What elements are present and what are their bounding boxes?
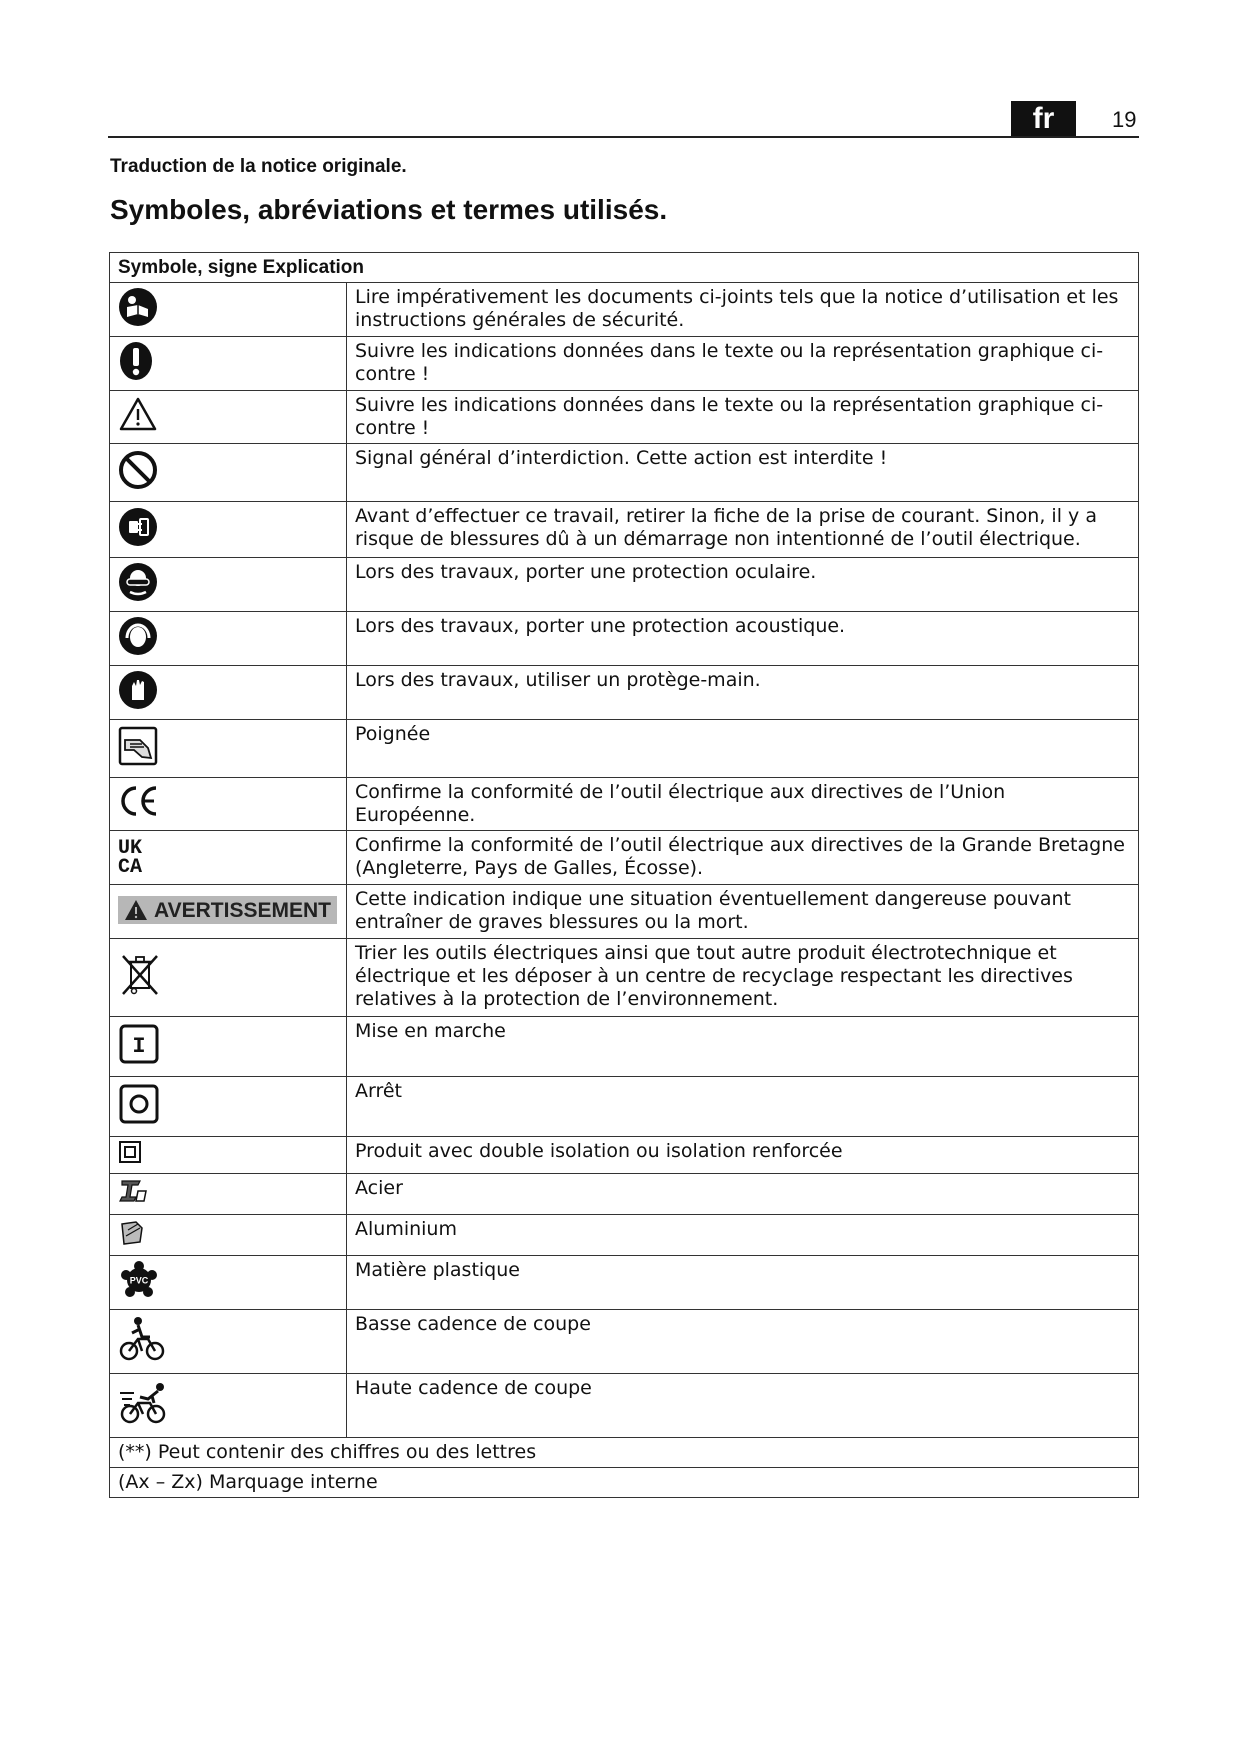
symbol-cell: [110, 1256, 347, 1310]
high-speed-icon: [118, 1381, 172, 1431]
language-badge: fr: [1011, 101, 1076, 137]
exclamation-icon: [118, 341, 154, 387]
table-row: [110, 1017, 1139, 1077]
ce-mark-icon: [118, 784, 162, 824]
table-row: [110, 1137, 1139, 1174]
explanation-cell: Lors des travaux, porter une protection oculaire.: [347, 558, 1139, 612]
table-row: [110, 337, 1139, 391]
table-row: [110, 1174, 1139, 1215]
explanation-cell: Arrêt: [347, 1077, 1139, 1137]
document-subtitle: Traduction de la notice originale.: [110, 156, 407, 177]
symbol-cell: [110, 612, 347, 666]
symbol-cell: [110, 778, 347, 831]
table-row: [110, 558, 1139, 612]
symbol-cell: [110, 1215, 347, 1256]
warning-triangle-icon: [124, 899, 148, 921]
explanation-cell: Lors des travaux, utiliser un protège-main.: [347, 666, 1139, 720]
explanation-cell: Lire impérativement les documents ci-joints tels que la notice d’utilisation et les instructions générales de sécurité.: [347, 283, 1139, 337]
power-on-label: I: [132, 1033, 146, 1059]
symbol-cell: [110, 1310, 347, 1374]
symbol-cell: [110, 1374, 347, 1438]
symbol-cell: [110, 1077, 347, 1137]
power-on-icon: [118, 1023, 160, 1071]
prohibition-icon: [118, 450, 158, 496]
explanation-cell: Aluminium: [347, 1215, 1139, 1256]
power-off-icon: [118, 1083, 160, 1131]
symbol-cell: [110, 1017, 347, 1077]
table-row: [110, 391, 1139, 444]
footnote: (**) Peut contenir des chiffres ou des lettres: [110, 1438, 1139, 1468]
table-row: [110, 1077, 1139, 1137]
explanation-cell: Suivre les indications données dans le texte ou la représentation graphique ci-contre !: [347, 337, 1139, 391]
symbol-cell: [110, 444, 347, 502]
read-manual-icon: [118, 287, 158, 333]
explanation-cell: Suivre les indications données dans le texte ou la représentation graphique ci-contre !: [347, 391, 1139, 444]
explanation-cell: Signal général d’interdiction. Cette action est interdite !: [347, 444, 1139, 502]
symbol-cell: [110, 939, 347, 1017]
symbol-cell: [110, 558, 347, 612]
symbol-cell: [110, 720, 347, 778]
symbol-cell: [110, 1174, 347, 1215]
warning-badge-label: AVERTISSEMENT: [154, 898, 331, 922]
footnote: (Ax – Zx) Marquage interne: [110, 1468, 1139, 1498]
symbol-cell: [110, 885, 347, 939]
ukca-mark-icon: [118, 836, 143, 879]
explanation-cell: Produit avec double isolation ou isolation renforcée: [347, 1137, 1139, 1174]
table-row: [110, 283, 1139, 337]
table-row: [110, 444, 1139, 502]
symbols-table: [109, 252, 1139, 1498]
plastic-pvc-icon: [118, 1260, 160, 1306]
explanation-cell: Cette indication indique une situation éventuellement dangereuse pouvant entraîner de graves blessures ou la mort.: [347, 885, 1139, 939]
ukca-text-ca: CA: [118, 855, 143, 879]
aluminium-icon: [118, 1218, 148, 1252]
table-row: [110, 612, 1139, 666]
symbol-cell: [110, 283, 347, 337]
explanation-cell: Confirme la conformité de l’outil électrique aux directives de l’Union Européenne.: [347, 778, 1139, 831]
symbol-cell: [110, 502, 347, 558]
table-row: [110, 1374, 1139, 1438]
low-speed-icon: [118, 1315, 166, 1369]
explanation-cell: Mise en marche: [347, 1017, 1139, 1077]
double-insulation-icon: [118, 1140, 142, 1170]
explanation-cell: Haute cadence de coupe: [347, 1374, 1139, 1438]
warning-badge: [118, 896, 337, 924]
table-header-row: [110, 253, 1139, 283]
table-row: [110, 885, 1139, 939]
handle-icon: [118, 726, 158, 772]
explanation-cell: Poignée: [347, 720, 1139, 778]
table-footnote-row: [110, 1468, 1139, 1498]
eye-protection-icon: [118, 562, 158, 608]
symbol-cell: [110, 666, 347, 720]
ear-protection-icon: [118, 616, 158, 662]
table-footnote-row: [110, 1438, 1139, 1468]
explanation-cell: Avant d’effectuer ce travail, retirer la fiche de la prise de courant. Sinon, il y a risque de blessures dû à un démarrage non intentionné de l’outil électrique.: [347, 502, 1139, 558]
symbol-cell: [110, 337, 347, 391]
explanation-cell: Basse cadence de coupe: [347, 1310, 1139, 1374]
explanation-cell: Acier: [347, 1174, 1139, 1215]
hand-protection-icon: [118, 670, 158, 716]
table-row: [110, 778, 1139, 831]
symbol-cell: [110, 831, 347, 885]
table-row: [110, 939, 1139, 1017]
explanation-cell: Trier les outils électriques ainsi que tout autre produit électrotechnique et électrique et les déposer à un centre de recyclage respectant les directives relatives à la protection de l’environnement.: [347, 939, 1139, 1017]
unplug-icon: [118, 507, 158, 553]
warning-triangle-icon: [118, 396, 158, 438]
symbol-cell: [110, 1137, 347, 1174]
symbol-cell: [110, 391, 347, 444]
header-rule: [108, 136, 1139, 138]
explanation-cell: Confirme la conformité de l’outil électrique aux directives de la Grande Bretagne (Angleterre, Pays de Galles, Écosse).: [347, 831, 1139, 885]
table-row: [110, 666, 1139, 720]
explanation-cell: Matière plastique: [347, 1256, 1139, 1310]
steel-icon: [118, 1177, 148, 1211]
table-row: [110, 1310, 1139, 1374]
table-row: [110, 831, 1139, 885]
crossed-bin-icon: [118, 952, 162, 1004]
pvc-label: PVC: [129, 1275, 149, 1285]
page-title: Symboles, abréviations et termes utilisés.: [110, 194, 668, 225]
ukca-text-uk: UK: [118, 836, 143, 860]
page-number: 19: [1112, 107, 1137, 132]
table-row: [110, 502, 1139, 558]
explanation-cell: Lors des travaux, porter une protection acoustique.: [347, 612, 1139, 666]
table-header: Symbole, signe Explication: [110, 253, 1139, 283]
table-row: [110, 1256, 1139, 1310]
table-row: [110, 1215, 1139, 1256]
table-row: [110, 720, 1139, 778]
